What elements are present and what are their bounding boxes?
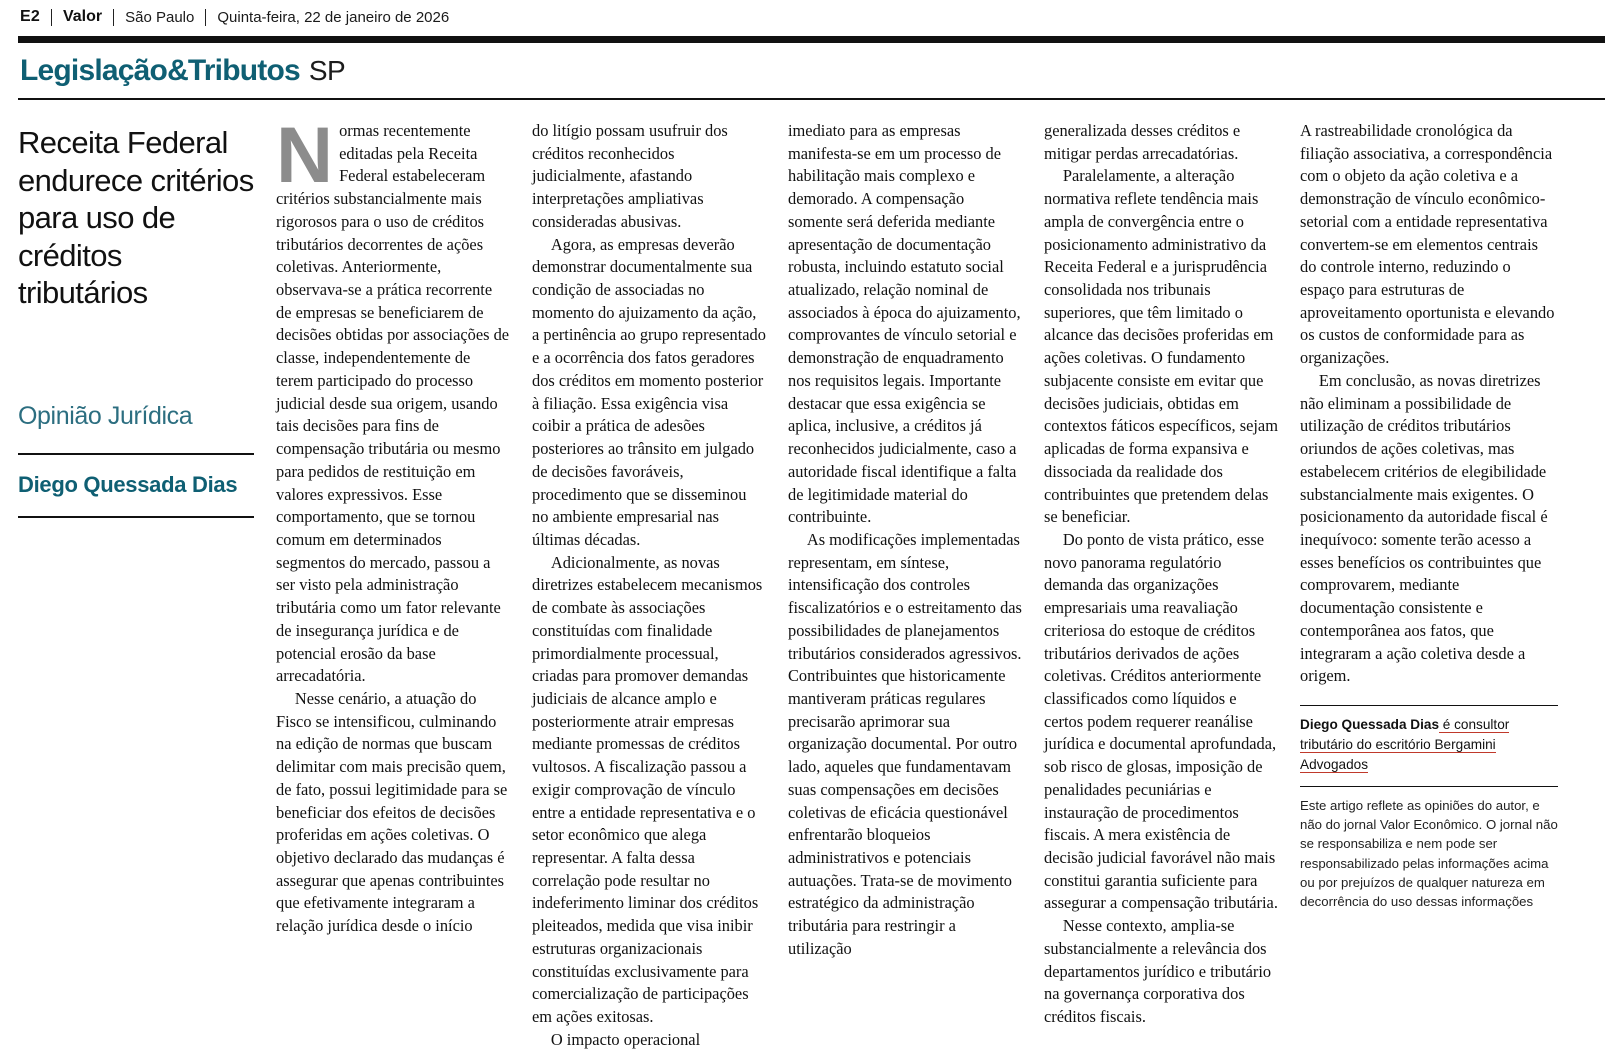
disclaimer-text: Este artigo reflete as opiniões do autor, e não do jornal Valor Econômico. O jornal não se responsabiliza e nem pode ser responsabilizado pelas informações acima ou por prejuízos de qualquer natureza em decorrência do uso dessas informações bbox=[1300, 798, 1558, 909]
paragraph: Do ponto de vista prático, esse novo panorama regulatório demanda das organizações empresariais uma reavaliação criteriosa do estoque de créditos tributários derivados de ações coletivas. Créditos anteriormente classificados como líquidos e certos podem requerer reanálise jurídica e documental aprofundada, sob risco de glosas, imposição de penalidades pecuniárias e instauração de procedimentos fiscais. A mera existência de decisão judicial favorável não mais constitui garantia suficiente para assegurar a compensação tributária. bbox=[1044, 529, 1278, 913]
author-note-divider bbox=[1300, 705, 1558, 707]
paragraph: generalizada desses créditos e mitigar perdas arrecadatórias. bbox=[1044, 121, 1241, 163]
page-title: Receita Federal endurece critérios para uso de créditos tributários bbox=[18, 125, 254, 310]
paragraph: do litígio possam usufruir dos créditos reconhecidos judicialmente, afastando interpretações ampliativas consideradas abusivas. bbox=[532, 121, 728, 231]
article-rail bbox=[18, 120, 276, 1000]
masthead-divider-1 bbox=[51, 9, 52, 26]
author-note bbox=[1300, 715, 1558, 774]
article-column-5 bbox=[1300, 120, 1558, 1000]
drop-cap: N bbox=[276, 110, 334, 199]
publication-date: Quinta-feira, 22 de janeiro de 2026 bbox=[217, 8, 450, 26]
paragraph: Nesse contexto, amplia-se substancialmente a relevância dos departamentos jurídico e tributário na governança corporativa dos créditos fiscais. bbox=[1044, 916, 1272, 1027]
publication-brand: Valor bbox=[62, 8, 103, 25]
article-kicker: Opinião Jurídica bbox=[18, 401, 193, 430]
article-byline: Diego Quessada Dias bbox=[18, 471, 238, 497]
disclaimer-divider bbox=[1300, 786, 1558, 787]
masthead-divider-3 bbox=[205, 9, 206, 26]
paragraph: A rastreabilidade cronológica da filiação associativa, a correspondência com o objeto da ação coletiva e a demonstração de vínculo econômico-setorial com a entidade representativa convertem-se em elementos centrais do controle interno, reduzindo o espaço para estruturas de aproveitamento oportunista e elevando os custos de conformidade para as organizações. bbox=[1300, 121, 1555, 368]
paragraph: Nesse cenário, a atuação do Fisco se intensificou, culminando na edição de normas que buscam delimitar com mais precisão quem, de fato, possui legitimidade para se beneficiar dos efeitos de decisões proferidas em ações coletivas. O objetivo declarado das mudanças é assegurar que apenas contribuintes que efetivamente integraram a relação jurídica desde o início bbox=[276, 688, 508, 936]
paragraph bbox=[276, 110, 510, 688]
rail-divider-1 bbox=[18, 453, 254, 455]
paragraph: imediato para as empresas manifesta-se em um processo de habilitação mais complexo e demorado. A compensação somente será deferida mediante apresentação de documentação robusta, incluindo estatuto social atualizado, relação nominal de associados à época do ajuizamento, comprovantes de vínculo setorial e demonstração de enquadramento nos requisitos legais. Importante destacar que essa exigência se aplica, inclusive, a créditos já reconhecidos judicialmente, caso a autoridade fiscal identifique a falta de legitimidade material do contribuinte. bbox=[788, 121, 1021, 527]
masthead-divider-2 bbox=[113, 9, 114, 26]
page-number: E2 bbox=[20, 8, 40, 25]
paragraph: Agora, as empresas deverão demonstrar documentalmente sua condição de associadas no momento do ajuizamento da ação, a pertinência ao grupo representado e a ocorrência dos fatos geradores dos créditos em momento posterior à filiação. Essa exigência visa coibir a prática de adesões posteriores ao trânsito em julgado de decisões favoráveis, procedimento que se disseminou no ambiente empresarial nas últimas décadas. bbox=[532, 234, 766, 549]
paragraph-text: ormas recentemente editadas pela Receita Federal estabeleceram critérios substancialmente mais rigorosos para o uso de créditos tributários decorrentes de ações coletivas. Anteriormente, observava-se a prática recorrente de empresas se beneficiarem de decisões obtidas por associações de classe, independentemente de terem participado do processo judicial desde sua origem, usando tais decisões para fins de compensação tributária ou mesmo para pedidos de restituição em valores expressivos. Esse comportamento, que se tornou comum em determinados segmentos do mercado, passou a ser visto pela administração tributária como um fator relevante de insegurança jurídica e de potencial erosão da base arrecadatória. bbox=[276, 121, 510, 686]
article-column-4 bbox=[1044, 120, 1300, 1027]
article-column-2 bbox=[532, 120, 788, 1049]
article-body bbox=[18, 110, 1605, 1049]
article-column-3 bbox=[788, 120, 1044, 1000]
paragraph: Paralelamente, a alteração normativa reflete tendência mais ampla de convergência entre o posicionamento administrativo da Receita Federal e a jurisprudência consolidada nos tribunais superiores, que têm limitado o alcance das decisões proferidas em ações coletivas. O fundamento subjacente consiste em evitar que decisões judiciais, obtidas em contextos fáticos específicos, sejam aplicadas de forma expansiva e dissociada da realidade dos contribuintes que pretendem delas se beneficiar. bbox=[1044, 166, 1278, 527]
section-header bbox=[18, 43, 1605, 98]
section-edition-label: SP bbox=[308, 55, 346, 86]
section-title: Legislação&Tributos bbox=[20, 54, 300, 87]
paragraph: O impacto operacional bbox=[550, 1029, 701, 1049]
masthead bbox=[18, 0, 1605, 34]
rail-divider-2 bbox=[18, 516, 254, 518]
author-note-name: Diego Quessada Dias bbox=[1300, 717, 1440, 733]
paragraph: As modificações implementadas representam, em síntese, intensificação dos controles fiscalizatórios e o estreitamento das possibilidades de planejamentos tributários considerados agressivos. Contribuintes que historicamente mantiveram práticas regulares precisarão aprimorar sua organização documental. Por outro lado, aqueles que fundamentavam suas compensações em decisões coletivas de eficácia questionável enfrentarão bloqueios administrativos e potenciais autuações. Trata-se de movimento estratégico da administração tributária para restringir a utilização bbox=[788, 529, 1022, 958]
paragraph: Adicionalmente, as novas diretrizes estabelecem mecanismos de combate às associações constituídas com finalidade primordialmente processual, criadas para promover demandas judiciais de alcance amplo e posteriormente atrair empresas mediante promessas de créditos vultosos. A fiscalização passou a exigir comprovação de vínculo entre a entidade representativa e o setor econômico que alega representar. A falta dessa correlação pode resultar no indeferimento liminar dos créditos pleiteados, medida que visa inibir estruturas organizacionais constituídas exclusivamente para comercialização de participações em ações exitosas. bbox=[532, 552, 763, 1027]
article-column-1 bbox=[276, 110, 532, 1000]
masthead-rule bbox=[18, 36, 1605, 43]
paragraph: Em conclusão, as novas diretrizes não eliminam a possibilidade de utilização de créditos tributários oriundos de ações coletivas, mas estabelecem critérios de elegibilidade substancialmente mais exigentes. O posicionamento da autoridade fiscal é inequívoco: somente terão acesso a esses benefícios os contribuintes que comprovarem, mediante documentação consistente e contemporânea aos fatos, que integraram a ação coletiva desde a origem. bbox=[1300, 370, 1548, 686]
section-rule bbox=[18, 98, 1605, 100]
author-note-affiliation-link[interactable]: é consultor tributário do escritório Bergamini Advogados bbox=[1300, 717, 1510, 772]
publication-city: São Paulo bbox=[125, 8, 195, 26]
